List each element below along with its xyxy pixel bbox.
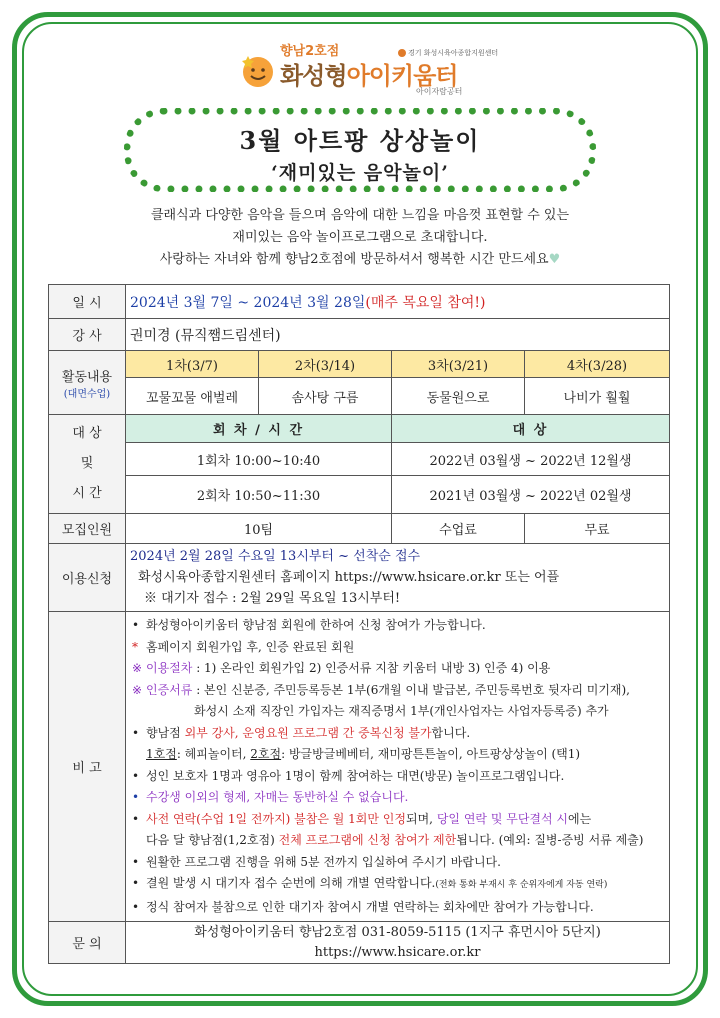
topic-1: 꼬물꼬물 애벌레 [126, 378, 259, 415]
fee-value: 무료 [525, 514, 670, 544]
recruit-label: 모집인원 [49, 514, 126, 544]
title-box [124, 108, 596, 192]
note-item: • 향남점 외부 강사, 운영요원 프로그램 간 중복신청 불가합니다. [132, 725, 471, 740]
branch-name: 향남2호점 [280, 44, 340, 59]
target-header: 대 상 [392, 415, 670, 443]
intro-line: 재미있는 음악 놀이프로그램으로 초대합니다. [232, 230, 488, 245]
topic-4: 나비가 훨훨 [525, 378, 670, 415]
target-row-1: 2022년 03월생 ~ 2022년 12월생 [392, 443, 670, 476]
time-row-2: 2회차 10:50~11:30 [126, 476, 392, 514]
org-icon [398, 49, 406, 57]
sun-logo-icon [238, 50, 278, 90]
notes [126, 612, 670, 922]
heart-icon: ♥ [548, 252, 561, 267]
note-item: • 화성형아이키움터 향남점 회원에 한하여 신청 참여가 가능합니다. [132, 618, 486, 632]
target-row-2: 2021년 03월생 ~ 2022년 02월생 [392, 476, 670, 514]
note-item: • 수강생 이외의 형제, 자매는 동반하실 수 없습니다. [132, 790, 409, 804]
note-item: • 사전 연락(수업 1일 전까지) 불참은 월 1회만 인정되며, 당일 연락 및 무단결석 시에는 [132, 811, 592, 826]
topic-3: 동물원으로 [392, 378, 525, 415]
topic-2: 솜사탕 구름 [259, 378, 392, 415]
apply-value: 2024년 2월 28일 수요일 13시부터 ~ 선착순 접수 화성시육아종합지원센터 홈페이지 https://www.hsicare.or.kr 또는 어플 ※ 대기자 접수 : 2월 29일 목요일 13시부터! [126, 544, 670, 612]
recruit-value: 10팀 [126, 514, 392, 544]
note-item: 1호점: 헤피놀이터, 2호점: 방글방글베베터, 재미팡튼튼놀이, 아트팡상상놀이 (택1) [146, 747, 581, 761]
session-4: 4차(3/28) [525, 351, 670, 378]
sub-title: ‘재미있는 음악놀이’ [271, 162, 449, 184]
note-item: • 원활한 프로그램 진행을 위해 5분 전까지 입실하여 주시기 바랍니다. [132, 854, 501, 869]
note-item: • 정식 참여자 불참으로 인한 대기자 참여시 개별 연락하는 회차에만 참여가 가능합니다. [132, 899, 594, 914]
note-item: • 성인 보호자 1명과 영유아 1명이 함께 참여하는 대면(방문) 놀이프로그램입니다. [132, 768, 565, 783]
main-title: 3월 아트팡 상상놀이 [239, 126, 481, 155]
logo-sub: 아이자람공터 [416, 87, 463, 96]
date-value: 2024년 3월 7일 ~ 2024년 3월 28일(매주 목요일 참여!) [126, 285, 670, 319]
session-1: 1차(3/7) [126, 351, 259, 378]
session-2: 2차(3/14) [259, 351, 392, 378]
center-name: 화성형아이키움터 [280, 62, 458, 90]
note-item: 화성시 소재 직장인 가입자는 재직증명서 1부(개인사업자는 사업자등록증) 추가 [194, 704, 609, 718]
time-header: 회 차 / 시 간 [126, 415, 392, 443]
note-item: 다음 달 향남점(1,2호점) 전체 프로그램에 신청 참여가 제한됩니다. (예외: 질병-증빙 서류 제출) [146, 833, 644, 847]
note-item: • 결원 발생 시 대기자 접수 순번에 의해 개별 연락합니다.(전화 통화 부재시 후 순위자에게 자동 연락) [132, 876, 608, 890]
apply-label: 이용신청 [49, 544, 126, 612]
intro-text [60, 205, 660, 271]
contact-label: 문 의 [49, 922, 126, 964]
fee-label: 수업료 [392, 514, 525, 544]
session-3: 3차(3/21) [392, 351, 525, 378]
date-label: 일 시 [49, 285, 126, 319]
notes-label: 비 고 [49, 612, 126, 922]
instructor-value: 권미경 (뮤직쨈드림센터) [126, 319, 670, 351]
note-item: ※ 이용절차 : 1) 온라인 회원가입 2) 인증서류 지참 키움터 내방 3) 인증 4) 이용 [132, 661, 551, 675]
target-label: 대 상 및 시 간 [49, 415, 126, 514]
note-item: ※ 인증서류 : 본인 신분증, 주민등록등본 1부(6개월 이내 발급본, 주민등록번호 뒷자리 미기재), [132, 682, 630, 697]
instructor-label: 강 사 [49, 319, 126, 351]
time-row-1: 1회차 10:00~10:40 [126, 443, 392, 476]
contact-value: 화성형아이키움터 향남2호점 031-8059-5115 (1지구 휴먼시아 5단지) https://www.hsicare.or.kr [126, 922, 670, 964]
activity-label: 활동내용 (대면수업) [49, 351, 126, 415]
info-table [48, 284, 670, 964]
intro-line: 클래식과 다양한 음악을 들으며 음악에 대한 느낌을 마음껏 표현할 수 있는 [150, 208, 570, 223]
note-item: * 홈페이지 회원가입 후, 인증 완료된 회원 [132, 639, 355, 654]
org-logo: 경기 화성시육아종합지원센터 [398, 48, 498, 58]
intro-line: 사랑하는 자녀와 함께 향남2호점에 방문하셔서 행복한 시간 만드세요♥ [159, 252, 561, 267]
